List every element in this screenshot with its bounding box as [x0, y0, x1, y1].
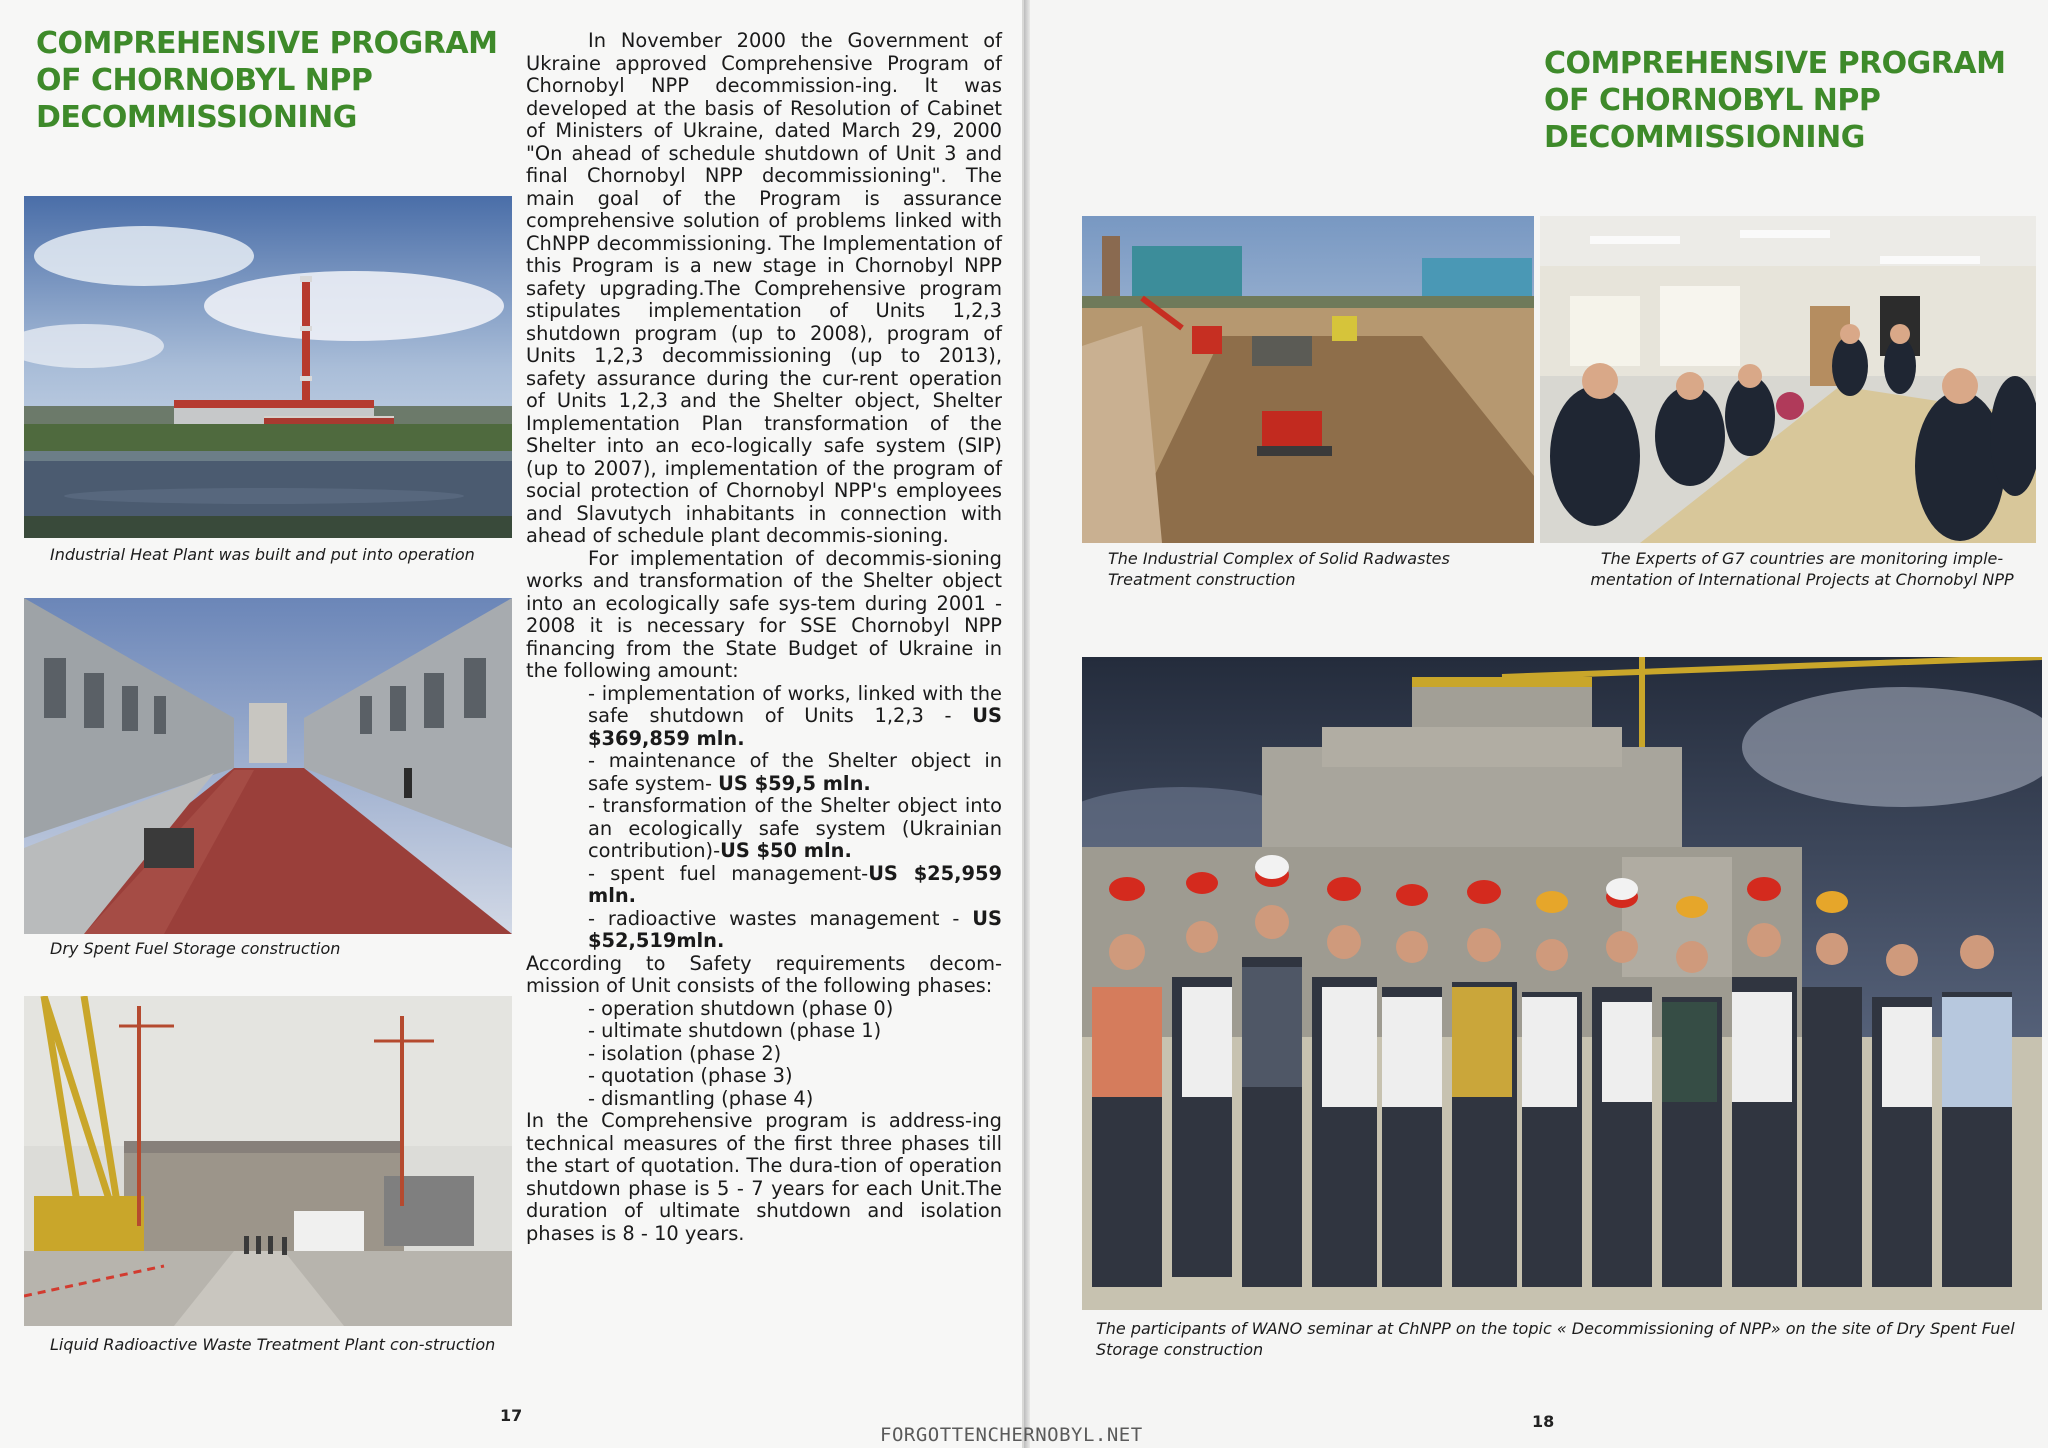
- financing-amounts-list: [526, 683, 1002, 953]
- g7-experts-photo: [1540, 216, 2036, 543]
- liquid-waste-caption: Liquid Radioactive Waste Treatment Plant con-struction: [50, 1335, 496, 1354]
- phase-item: - ultimate shutdown (phase 1): [588, 1019, 882, 1042]
- paragraph-duration: In the Comprehensive program is address-ing technical measures of the first three phases till the start of quotation. The dura-tion of operation shutdown phase is 5 - 7 years for each Unit.The duration of ultimate shutdown and isolation phases is 8 - 10 years.: [526, 1109, 1002, 1245]
- heading-line-1: COMPREHENSIVE PROGRAM: [36, 26, 498, 61]
- phase-item: - quotation (phase 3): [588, 1064, 793, 1087]
- heading-line-2: OF CHORNOBYL NPP: [1544, 83, 1881, 118]
- phases-list: [526, 998, 1002, 1111]
- radwaste-complex-photo: [1082, 216, 1534, 543]
- g7-caption: The Experts of G7 countries are monitoring imple-mentation of International Projects at Chornobyl NPP: [1590, 549, 2014, 589]
- paragraph-intro: In November 2000 the Government of Ukraine approved Comprehensive Program of Chornobyl NPP decommission-ing. It was developed at the basis of Resolution of Cabinet of Ministers of Ukraine, dated March 29, 2000 "On ahead of schedule shutdown of Unit 3 and final Chornobyl NPP decommissioning". The main goal of the Program is assurance comprehensive solution of problems linked with ChNPP decommissioning. The Implementation of this Program is a new stage in Chornobyl NPP safety upgrading.The Comprehensive program stipulates implementation of Units 1,2,3 shutdown program (up to 2008), program of Units 1,2,3 decommissioning (up to 2013), safety assurance during the cur-rent operation of Units 1,2,3 and the Shelter object, Shelter Implementation Plan transformation of the Shelter into an eco-logically safe system (SIP) (up to 2007), implementation of the program of social protection of Chornobyl NPP's employees and Slavutych inhabitants in connection with ahead of schedule plant decommis-sioning.: [526, 29, 1002, 547]
- phase-item: - operation shutdown (phase 0): [588, 996, 894, 1020]
- dry-storage-caption: Dry Spent Fuel Storage construction: [50, 939, 341, 958]
- right-page: [1030, 0, 2048, 1448]
- heading-line-1: COMPREHENSIVE PROGRAM: [1544, 46, 2006, 81]
- heat-plant-photo: [24, 196, 512, 538]
- amount-value: US $59,5 mln.: [718, 771, 871, 795]
- amount-label: - maintenance of the Shelter object in safe system-: [588, 749, 1002, 795]
- wano-seminar-photo: [1082, 657, 2042, 1310]
- amount-label: - spent fuel management-: [588, 861, 869, 885]
- amount-item: [526, 908, 1002, 953]
- amount-value: US $52,519mln.: [588, 906, 1002, 952]
- amount-item: [526, 863, 1002, 908]
- liquid-waste-photo: [24, 996, 512, 1326]
- amount-label: - transformation of the Shelter object into an ecologically safe system (Ukrainian contribution)-: [588, 794, 1002, 862]
- right-page-heading: [1544, 45, 2005, 156]
- heading-line-3: DECOMMISSIONING: [36, 100, 357, 135]
- wano-caption: The participants of WANO seminar at ChNPP on the topic « Decommissioning of NPP» on the site of Dry Spent Fuel Storage construction: [1096, 1319, 2015, 1359]
- amount-item: [526, 795, 1002, 863]
- phase-item: - dismantling (phase 4): [588, 1086, 814, 1110]
- radwaste-caption: The Industrial Complex of Solid Radwastes Treatment construction: [1108, 549, 1450, 589]
- amount-label: - radioactive wastes management -: [588, 906, 973, 930]
- paragraph-financing: For implementation of decommis-sioning works and transformation of the Shelter object into an ecologically safe sys-tem during 2001 - 2008 it is necessary for SSE Chornobyl NPP financing from the State Budget of Ukraine in the following amount:: [526, 546, 1002, 682]
- page-number-right: 18: [1532, 1412, 1555, 1431]
- heading-line-3: DECOMMISSIONING: [1544, 120, 1865, 155]
- paragraph-phases-intro: According to Safety requirements decom-mission of Unit consists of the following phases:: [526, 951, 1002, 997]
- heading-line-2: OF CHORNOBYL NPP: [36, 63, 373, 98]
- heat-plant-caption: Industrial Heat Plant was built and put into operation: [50, 545, 475, 564]
- amount-value: US $25,959 mln.: [588, 861, 1003, 907]
- amount-item: [526, 683, 1002, 751]
- page-number-left: 17: [500, 1406, 523, 1425]
- amount-value: US $50 mln.: [720, 839, 852, 862]
- site-watermark: FORGOTTENCHERNOBYL.NET: [880, 1424, 1143, 1446]
- program-body-text: [526, 30, 1002, 1245]
- left-page-heading: [36, 25, 497, 136]
- amount-label: - implementation of works, linked with the safe shutdown of Units 1,2,3 -: [588, 681, 1002, 727]
- dry-storage-photo: [24, 598, 512, 934]
- amount-item: [526, 750, 1002, 795]
- amount-value: US $369,859 mln.: [588, 704, 1002, 750]
- phase-item: - isolation (phase 2): [588, 1041, 782, 1065]
